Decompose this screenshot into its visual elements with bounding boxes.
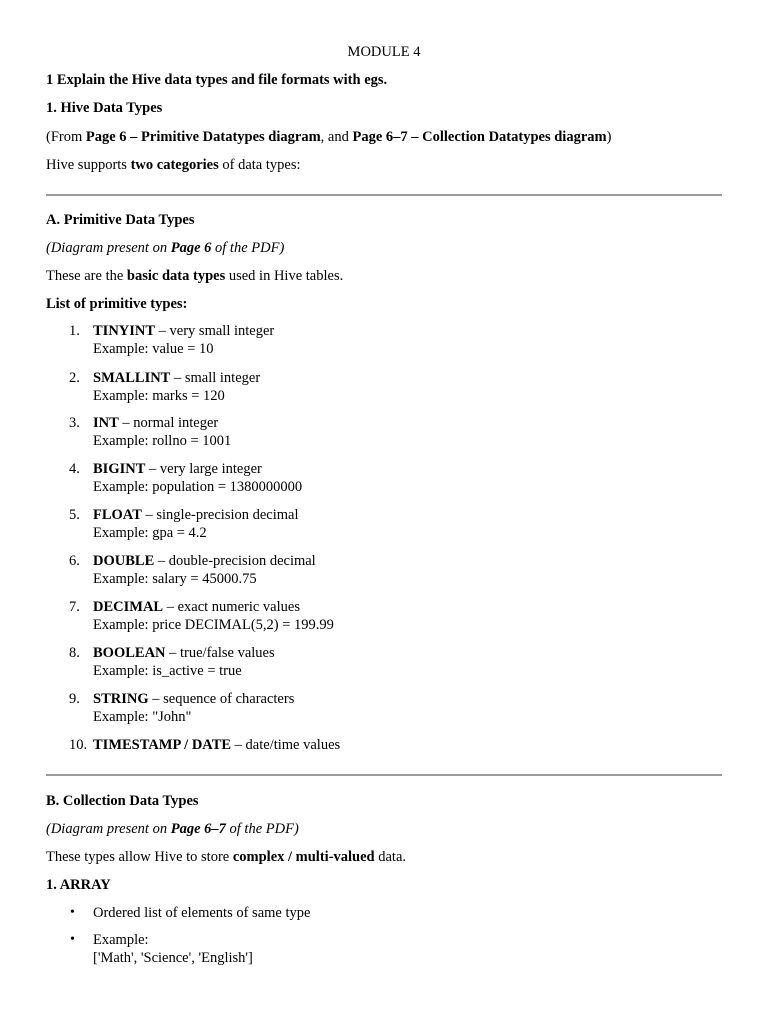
- primitive-list-heading: List of primitive types:: [46, 296, 188, 312]
- emphasis: two categories: [130, 157, 219, 173]
- type-description: – date/time values: [231, 737, 341, 753]
- type-example: Example: marks = 120: [93, 388, 225, 404]
- list-number: 5.: [69, 507, 80, 523]
- type-description: – very large integer: [145, 461, 262, 477]
- horizontal-divider: [46, 774, 722, 776]
- text-fragment: (Diagram present on: [46, 821, 171, 837]
- diagram-reference: Primitive Datatypes diagram: [141, 129, 321, 145]
- page-reference: Page 6–7: [170, 821, 226, 837]
- type-description: – sequence of characters: [148, 691, 295, 707]
- text-fragment: (From: [46, 129, 86, 145]
- type-description: – very small integer: [155, 323, 275, 339]
- type-description: – exact numeric values: [163, 599, 300, 615]
- bullet-icon: •: [70, 932, 75, 947]
- type-name: STRING: [93, 691, 149, 707]
- page-reference: Page 6–7: [352, 129, 408, 145]
- type-line: [93, 736, 340, 754]
- text-fragment: of the PDF): [211, 240, 285, 256]
- emphasis: basic data types: [126, 268, 226, 284]
- text-fragment: Hive supports: [46, 157, 131, 173]
- text-fragment: (Diagram present on: [46, 240, 171, 256]
- type-line: [93, 322, 274, 340]
- type-description: – small integer: [170, 370, 261, 386]
- text-fragment: of data types:: [218, 157, 301, 173]
- type-description: – double-precision decimal: [154, 553, 316, 569]
- type-name: BOOLEAN: [93, 645, 166, 661]
- type-example: Example: is_active = true: [93, 663, 242, 679]
- bullet-example-value: ['Math', 'Science', 'English']: [93, 950, 253, 966]
- primitive-heading: A. Primitive Data Types: [46, 212, 195, 228]
- type-example: Example: "John": [93, 709, 192, 725]
- text-fragment: used in Hive tables.: [225, 268, 344, 284]
- source-reference-line: [46, 128, 611, 146]
- type-name: INT: [93, 415, 119, 431]
- type-example: Example: salary = 45000.75: [93, 571, 257, 587]
- horizontal-divider: [46, 194, 722, 196]
- bullet-icon: •: [70, 905, 75, 920]
- array-heading: 1. ARRAY: [46, 877, 111, 893]
- type-example: Example: rollno = 1001: [93, 433, 232, 449]
- type-example: Example: price DECIMAL(5,2) = 199.99: [93, 617, 334, 633]
- list-number: 7.: [69, 599, 80, 615]
- section-heading-hive-data-types: 1. Hive Data Types: [46, 100, 163, 116]
- type-description: – normal integer: [118, 415, 219, 431]
- type-line: [93, 690, 294, 708]
- type-description: – true/false values: [165, 645, 275, 661]
- bullet-text: Example:: [93, 932, 149, 948]
- list-number: 1.: [69, 323, 80, 339]
- text-fragment: , and: [320, 129, 353, 145]
- type-line: [93, 644, 275, 662]
- categories-intro: [46, 156, 301, 174]
- text-fragment: –: [407, 129, 423, 145]
- list-number: 4.: [69, 461, 80, 477]
- list-number: 9.: [69, 691, 80, 707]
- bullet-text: Ordered list of elements of same type: [93, 905, 311, 921]
- type-line: [93, 552, 316, 570]
- module-title: MODULE 4: [347, 44, 421, 60]
- type-line: [93, 460, 262, 478]
- type-line: [93, 369, 260, 387]
- type-line: [93, 598, 300, 616]
- primitive-diagram-note: [46, 239, 284, 257]
- type-name: FLOAT: [93, 507, 142, 523]
- text-fragment: These types allow Hive to store: [46, 849, 233, 865]
- text-fragment: ): [606, 129, 612, 145]
- text-fragment: of the PDF): [225, 821, 299, 837]
- question-heading: 1 Explain the Hive data types and file formats with egs.: [46, 72, 388, 88]
- list-number: 3.: [69, 415, 80, 431]
- type-name: BIGINT: [93, 461, 146, 477]
- primitive-intro: [46, 267, 343, 285]
- page-reference: Page 6: [85, 129, 127, 145]
- collection-heading: B. Collection Data Types: [46, 793, 199, 809]
- text-fragment: –: [126, 129, 142, 145]
- type-name: DOUBLE: [93, 553, 155, 569]
- type-example: Example: value = 10: [93, 341, 214, 357]
- type-example: Example: gpa = 4.2: [93, 525, 207, 541]
- list-number: 2.: [69, 370, 80, 386]
- collection-intro: [46, 848, 406, 866]
- list-number: 10.: [69, 737, 88, 753]
- list-number: 6.: [69, 553, 80, 569]
- type-example: Example: population = 1380000000: [93, 479, 303, 495]
- type-name: SMALLINT: [93, 370, 171, 386]
- text-fragment: data.: [374, 849, 407, 865]
- list-number: 8.: [69, 645, 80, 661]
- type-description: – single-precision decimal: [141, 507, 299, 523]
- type-name: TINYINT: [93, 323, 156, 339]
- type-name: DECIMAL: [93, 599, 164, 615]
- emphasis: complex / multi-valued: [232, 849, 375, 865]
- page-reference: Page 6: [170, 240, 212, 256]
- diagram-reference: Collection Datatypes diagram: [422, 129, 607, 145]
- collection-diagram-note: [46, 820, 299, 838]
- type-line: [93, 414, 218, 432]
- text-fragment: These are the: [46, 268, 127, 284]
- type-name: TIMESTAMP / DATE: [93, 737, 232, 753]
- type-line: [93, 506, 299, 524]
